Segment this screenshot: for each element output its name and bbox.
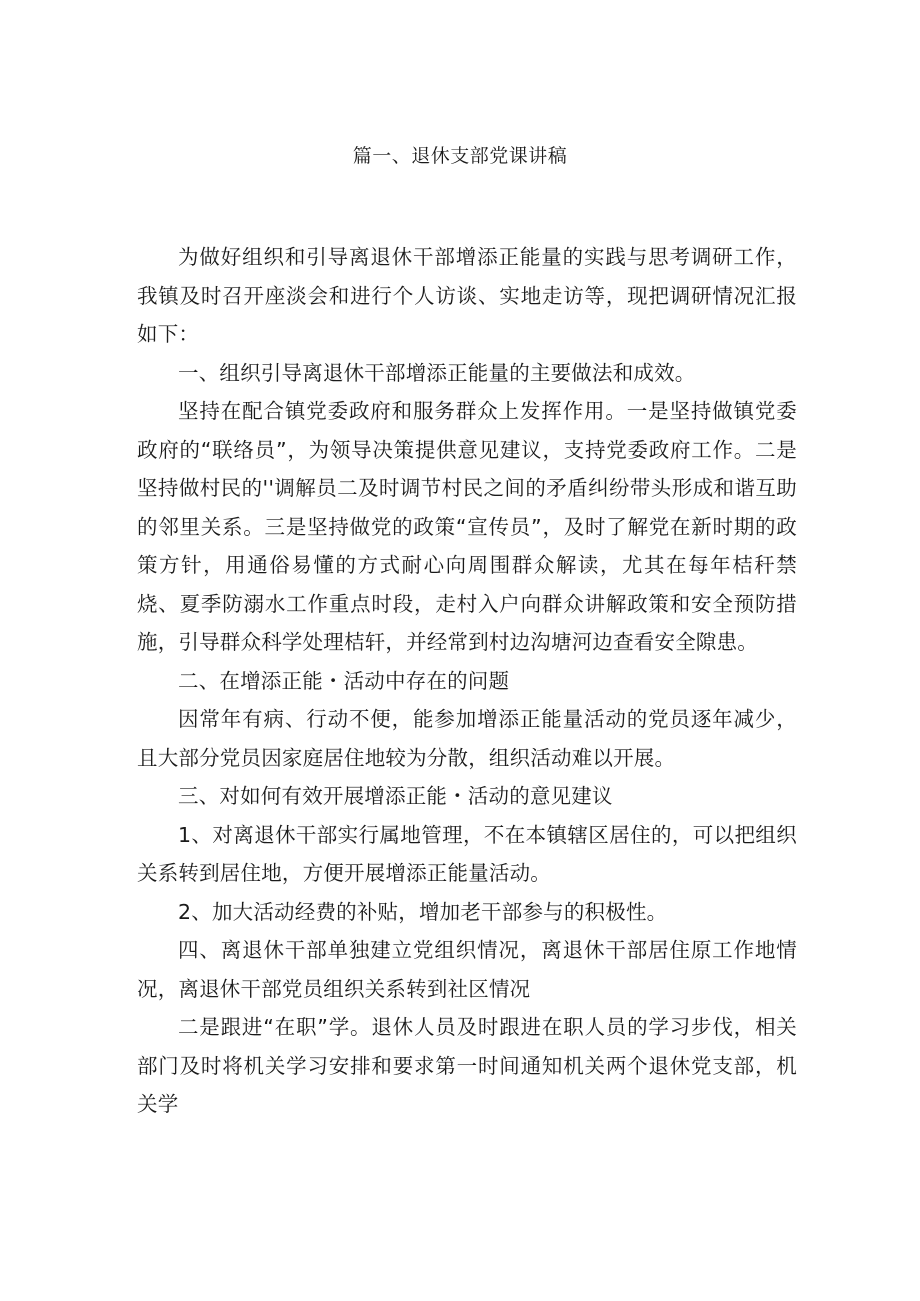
paragraph-follow-up: 二是跟进“在职”学。退休人员及时跟进在职人员的学习步伐，相关部门及时将机关学习安排和要求第一时间通知机关两个退休党支部，机关学 — [137, 1015, 797, 1116]
document-body — [137, 238, 797, 1124]
paragraph-problems: 因常年有病、行动不便，能参加增添正能量活动的党员逐年减少，且大部分党员因家庭居住地较为分散，组织活动难以开展。 — [137, 707, 797, 770]
heading-section-1: 一、组织引导离退休干部增添正能量的主要做法和成效。 — [178, 360, 696, 385]
heading-section-4: 四、离退休干部单独建立党组织情况，离退休干部居住原工作地情况，离退休干部党员组织关系转到社区情况 — [137, 938, 797, 1001]
heading-section-3: 三、对如何有效开展增添正能・活动的意见建议 — [178, 784, 613, 808]
paragraph-suggestion-1: 1、对离退休干部实行属地管理，不在本镇辖区居住的，可以把组织关系转到居住地，方便开展增添正能量活动。 — [137, 822, 797, 885]
paragraph-practices: 坚持在配合镇党委政府和服务群众上发挥作用。一是坚持做镇党委政府的“联络员”，为领导决策提供意见建议，支持党委政府工作。二是坚持做村民的''调解员二及时调节村民之间的矛盾纠纷带头形成和谐互助的邻里关系。三是坚持做党的政策“宣传员”，及时了解党在新时期的政策方针，用通俗易懂的方式耐心向周围群众解读，尤其在每年桔秆禁烧、夏季防溺水工作重点时段，走村入户向群众讲解政策和安全预防措施，引导群众科学处理桔轩，并经常到村边沟塘河边查看安全隙患。 — [137, 399, 797, 654]
paragraph-intro: 为做好组织和引导离退休干部增添正能量的实践与思考调研工作，我镇及时召开座淡会和进行个人访谈、实地走访等，现把调研情况汇报如下： — [137, 245, 797, 346]
paragraph-suggestion-2: 2、加大活动经费的补贴，增加老干部参与的积极性。 — [178, 899, 668, 924]
heading-section-2: 二、在增添正能・活动中存在的问题 — [178, 668, 510, 693]
document-title: 篇一、退休支部党课讲稿 — [352, 145, 568, 167]
